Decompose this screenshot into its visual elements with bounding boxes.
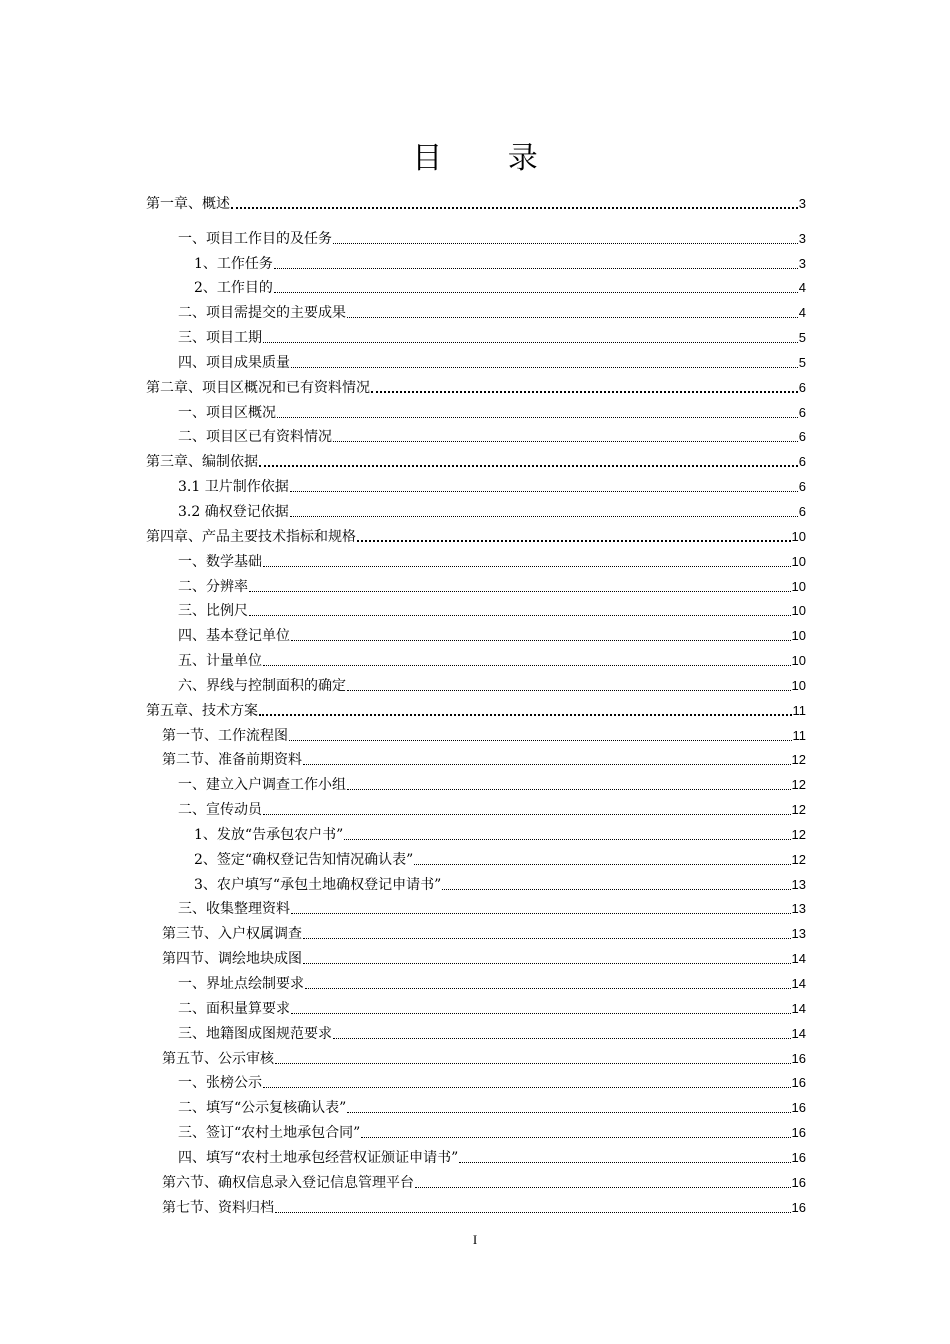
table-of-contents	[146, 188, 806, 1217]
toc-entry[interactable]	[146, 968, 806, 993]
toc-entry-label: 二、分辨率	[178, 578, 248, 595]
dot-leader	[263, 813, 791, 815]
toc-entry-page-number: 4	[798, 280, 806, 296]
toc-entry-label: 1、工作任务	[194, 255, 273, 272]
toc-entry-label: 六、界线与控制面积的确定	[178, 677, 346, 694]
dot-leader	[259, 713, 792, 716]
toc-entry[interactable]	[146, 869, 806, 894]
toc-entry[interactable]	[146, 1192, 806, 1217]
dot-leader	[291, 639, 791, 641]
toc-entry-page-number: 12	[791, 777, 806, 793]
dot-leader	[347, 788, 791, 790]
toc-entry-page-number: 16	[791, 1174, 806, 1190]
dot-leader	[303, 962, 791, 964]
toc-entry-label: 三、地籍图成图规范要求	[178, 1025, 332, 1042]
dot-leader	[263, 1086, 791, 1088]
toc-entry-page-number: 16	[791, 1050, 806, 1066]
toc-entry-label: 3、农户填写“承包土地确权登记申请书”	[194, 876, 442, 893]
toc-entry-label: 第四节、调绘地块成图	[162, 951, 302, 968]
dot-leader	[347, 1111, 790, 1113]
toc-entry-page-number: 10	[791, 677, 806, 693]
toc-entry[interactable]	[146, 844, 806, 869]
dot-leader	[249, 614, 791, 616]
toc-entry-page-number: 13	[791, 901, 806, 917]
toc-entry-page-number: 10	[791, 578, 806, 594]
toc-entry-label: 四、填写“农村土地承包经营权证颁证申请书”	[178, 1149, 459, 1166]
toc-entry-page-number: 14	[791, 951, 806, 967]
toc-entry[interactable]	[146, 794, 806, 819]
toc-entry-label: 一、张榜公示	[178, 1075, 262, 1092]
toc-entry-label: 3.2 确权登记依据	[178, 503, 289, 520]
toc-entry-label: 第三节、入户权属调查	[162, 926, 302, 943]
toc-entry[interactable]	[146, 918, 806, 943]
toc-entry-page-number: 5	[798, 354, 806, 370]
dot-leader	[249, 590, 791, 592]
toc-entry-page-number: 16	[791, 1199, 806, 1215]
dot-leader	[291, 1012, 791, 1014]
toc-entry[interactable]	[146, 745, 806, 770]
toc-entry-page-number: 6	[798, 503, 806, 519]
toc-entry-page-number: 12	[791, 802, 806, 818]
toc-entry-label: 一、项目工作目的及任务	[178, 230, 332, 247]
toc-entry-page-number: 10	[791, 628, 806, 644]
toc-entry[interactable]	[146, 1167, 806, 1192]
toc-entry-label: 3.1 卫片制作依据	[178, 479, 289, 496]
toc-entry-label: 二、宣传动员	[178, 802, 262, 819]
toc-entry-page-number: 10	[791, 528, 806, 544]
toc-entry[interactable]	[146, 596, 806, 621]
toc-entry[interactable]	[146, 894, 806, 919]
toc-entry-page-number: 12	[791, 752, 806, 768]
dot-leader	[347, 689, 791, 691]
toc-entry-label: 三、比例尺	[178, 603, 248, 620]
toc-entry-page-number: 16	[791, 1149, 806, 1165]
toc-entry[interactable]	[146, 248, 806, 273]
dot-leader	[303, 937, 791, 939]
toc-chapter-entry[interactable]	[146, 446, 806, 471]
toc-entry[interactable]	[146, 720, 806, 745]
toc-entry[interactable]	[146, 670, 806, 695]
page-title: 目 录	[412, 141, 566, 176]
toc-entry[interactable]	[146, 223, 806, 248]
toc-entry-page-number: 14	[791, 1000, 806, 1016]
toc-entry[interactable]	[146, 422, 806, 447]
toc-entry[interactable]	[146, 769, 806, 794]
toc-entry[interactable]	[146, 993, 806, 1018]
toc-entry-label: 第一章、概述	[146, 195, 230, 212]
toc-entry-page-number: 6	[798, 479, 806, 495]
dot-leader	[414, 863, 790, 865]
toc-chapter-entry[interactable]	[146, 188, 806, 213]
toc-entry-page-number: 5	[798, 330, 806, 346]
toc-entry-label: 一、界址点绘制要求	[178, 976, 304, 992]
toc-entry-page-number: 13	[791, 926, 806, 942]
dot-leader	[305, 987, 791, 989]
toc-entry-label: 1、发放“告承包农户书”	[194, 826, 344, 843]
dot-leader	[263, 664, 791, 666]
toc-entry-label: 第五章、技术方案	[146, 702, 258, 719]
toc-entry[interactable]	[146, 1043, 806, 1068]
toc-entry-label: 2、签定“确权登记告知情况确认表”	[194, 851, 414, 868]
toc-entry-label: 四、基本登记单位	[178, 628, 290, 645]
toc-entry-label: 第六节、确权信息录入登记信息管理平台	[162, 1174, 414, 1191]
toc-entry-page-number: 16	[791, 1100, 806, 1116]
toc-entry-page-number: 16	[791, 1075, 806, 1091]
toc-entry-page-number: 16	[791, 1125, 806, 1141]
toc-entry[interactable]	[146, 397, 806, 422]
toc-chapter-entry[interactable]	[146, 372, 806, 397]
toc-entry[interactable]	[146, 819, 806, 844]
toc-chapter-entry[interactable]	[146, 521, 806, 546]
toc-entry-page-number: 4	[798, 305, 806, 321]
toc-entry[interactable]	[146, 1142, 806, 1167]
toc-entry-page-number: 3	[798, 195, 806, 211]
toc-entry[interactable]	[146, 347, 806, 372]
toc-entry-label: 二、面积量算要求	[178, 1000, 290, 1017]
dot-leader	[259, 464, 798, 467]
dot-leader	[274, 291, 798, 293]
toc-entry[interactable]	[146, 1018, 806, 1043]
toc-entry[interactable]	[146, 496, 806, 521]
toc-entry-page-number: 11	[792, 727, 806, 743]
dot-leader	[263, 341, 798, 343]
toc-entry-label: 二、填写“公示复核确认表”	[178, 1100, 347, 1117]
toc-entry-label: 第五节、公示审核	[162, 1050, 274, 1067]
toc-entry-page-number: 13	[791, 876, 806, 892]
toc-entry-page-number: 3	[798, 255, 806, 271]
toc-entry-page-number: 12	[791, 851, 806, 867]
toc-entry-label: 四、项目成果质量	[178, 354, 290, 371]
toc-entry[interactable]	[146, 645, 806, 670]
toc-entry-label: 一、数学基础	[178, 553, 262, 570]
toc-entry-label: 二、项目需提交的主要成果	[178, 305, 346, 322]
dot-leader	[347, 316, 798, 318]
toc-entry-label: 2、工作目的	[194, 280, 273, 297]
toc-entry[interactable]	[146, 546, 806, 571]
toc-entry[interactable]	[146, 1068, 806, 1093]
toc-entry-page-number: 14	[791, 1025, 806, 1041]
toc-entry-page-number: 6	[798, 429, 806, 445]
toc-entry-label: 第二章、项目区概况和已有资料情况	[146, 379, 370, 396]
dot-leader	[357, 539, 791, 542]
dot-leader	[274, 267, 798, 269]
dot-leader	[263, 565, 791, 567]
dot-leader	[303, 763, 791, 765]
dot-leader	[275, 1062, 791, 1064]
toc-entry[interactable]	[146, 943, 806, 968]
dot-leader	[333, 440, 798, 442]
toc-entry-label: 第三章、编制依据	[146, 454, 258, 471]
dot-leader	[277, 416, 798, 418]
toc-entry-label: 五、计量单位	[178, 653, 262, 670]
toc-entry[interactable]	[146, 1092, 806, 1117]
dot-leader	[291, 366, 798, 368]
toc-entry-page-number: 14	[791, 976, 806, 991]
toc-entry-label: 一、建立入户调查工作小组	[178, 777, 346, 794]
toc-entry-page-number: 10	[791, 553, 806, 569]
dot-leader	[290, 515, 798, 517]
toc-entry-page-number: 3	[798, 230, 806, 246]
dot-leader	[344, 838, 790, 840]
dot-leader	[415, 1186, 791, 1188]
dot-leader	[459, 1161, 790, 1163]
toc-entry-page-number: 6	[798, 454, 806, 470]
toc-entry[interactable]	[146, 273, 806, 298]
dot-leader	[333, 1037, 791, 1039]
toc-entry-label: 三、项目工期	[178, 330, 262, 347]
page-number-footer: I	[472, 1232, 478, 1247]
toc-entry-page-number: 6	[798, 404, 806, 420]
dot-leader	[442, 888, 790, 890]
toc-entry-label: 第一节、工作流程图	[162, 727, 288, 744]
toc-chapter-entry[interactable]	[146, 695, 806, 720]
dot-leader	[289, 739, 792, 741]
toc-entry[interactable]	[146, 571, 806, 596]
toc-entry-label: 第二节、准备前期资料	[162, 752, 302, 769]
toc-entry[interactable]	[146, 297, 806, 322]
dot-leader	[371, 390, 798, 393]
toc-entry-label: 一、项目区概况	[178, 404, 276, 421]
toc-entry[interactable]	[146, 620, 806, 645]
dot-leader	[275, 1211, 791, 1213]
toc-entry-label: 第七节、资料归档	[162, 1199, 274, 1216]
toc-entry-label: 第四章、产品主要技术指标和规格	[146, 528, 356, 545]
dot-leader	[291, 912, 791, 914]
toc-entry-label: 三、签订“农村土地承包合同”	[178, 1125, 361, 1142]
toc-entry-page-number: 6	[798, 379, 806, 395]
toc-entry[interactable]	[146, 1117, 806, 1142]
toc-entry-page-number: 12	[791, 826, 806, 842]
toc-entry-page-number: 10	[791, 603, 806, 619]
toc-entry[interactable]	[146, 322, 806, 347]
toc-entry-page-number: 10	[791, 653, 806, 669]
dot-leader	[231, 206, 798, 209]
toc-entry-label: 三、收集整理资料	[178, 901, 290, 918]
dot-leader	[361, 1136, 790, 1138]
toc-entry-label: 二、项目区已有资料情况	[178, 429, 332, 446]
dot-leader	[333, 242, 798, 244]
toc-entry[interactable]	[146, 471, 806, 496]
toc-entry-page-number: 11	[792, 702, 806, 718]
dot-leader	[290, 490, 798, 492]
